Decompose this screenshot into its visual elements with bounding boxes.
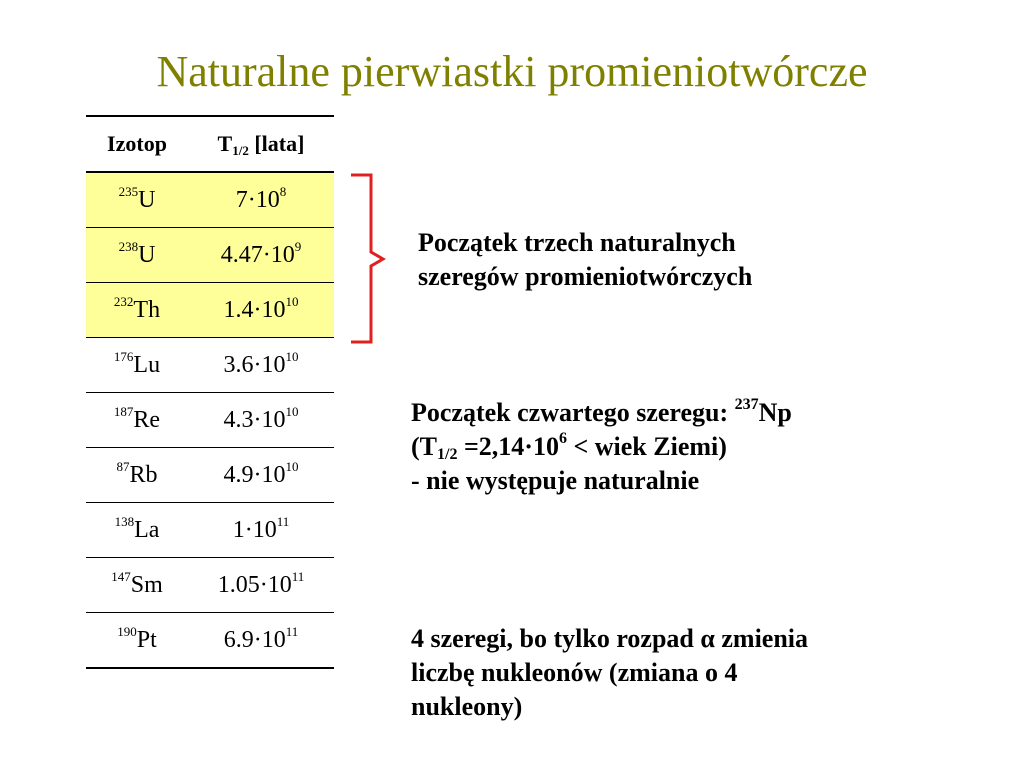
header-isotope: Izotop [86,116,188,172]
isotope-cell: $^{176}$Lu [86,338,188,393]
table-row [86,448,334,503]
bracket-path [351,175,383,342]
text-line: 4 szeregi, bo tylko rozpad α zmienia [411,624,809,653]
text-line: liczbę nukleonów (zmiana o 4 [411,658,738,687]
half-life-cell: $4.3\cdot 10^{10}$ [188,393,334,448]
table-row [86,283,334,338]
table-row [86,613,334,669]
text-line: - nie występuje naturalnie [411,466,700,495]
table-row [86,172,334,228]
header-half-life: $T_{1/2}$ [lata] [188,116,334,172]
text-line: Początek czwartego szeregu: $^{237}$Np [411,396,792,427]
isotope-cell: $^{232}$Th [86,283,188,338]
isotope-cell: $^{238}$U [86,228,188,283]
isotope-cell: $^{147}$Sm [86,558,188,613]
text-line: Początek trzech naturalnych [418,228,736,257]
half-life-cell: $7\cdot 10^8$ [188,172,334,228]
half-life-cell: $1.4\cdot 10^{10}$ [188,283,334,338]
half-life-cell: $4.47\cdot 10^9$ [188,228,334,283]
table-row [86,338,334,393]
isotope-cell: $^{87}$Rb [86,448,188,503]
slide-title: Naturalne pierwiastki promieniotwórcze [156,47,868,96]
table-header-row [86,116,334,172]
isotope-cell: $^{190}$Pt [86,613,188,669]
isotope-cell: $^{187}$Re [86,393,188,448]
half-life-cell: $1.05\cdot 10^{11}$ [188,558,334,613]
isotope-cell: $^{138}$La [86,503,188,558]
text-fourth-series [411,396,792,498]
table-row [86,558,334,613]
table-row [86,393,334,448]
bracket-icon [345,172,390,347]
text-four-series-explanation [411,622,808,724]
isotope-table [86,115,334,669]
half-life-cell: $6.9\cdot 10^{11}$ [188,613,334,669]
table-row [86,503,334,558]
half-life-cell: $4.9\cdot 10^{10}$ [188,448,334,503]
text-three-series [418,226,752,294]
half-life-cell: $1\cdot 10^{11}$ [188,503,334,558]
half-life-cell: $3.6\cdot 10^{10}$ [188,338,334,393]
text-line: szeregów promieniotwórczych [418,262,753,291]
text-line: ($T_{1/2} =2,14\cdot 10^6$ < wiek Ziemi) [411,430,727,463]
text-line: nukleony) [411,692,523,721]
isotope-cell: $^{235}$U [86,172,188,228]
table-row [86,228,334,283]
